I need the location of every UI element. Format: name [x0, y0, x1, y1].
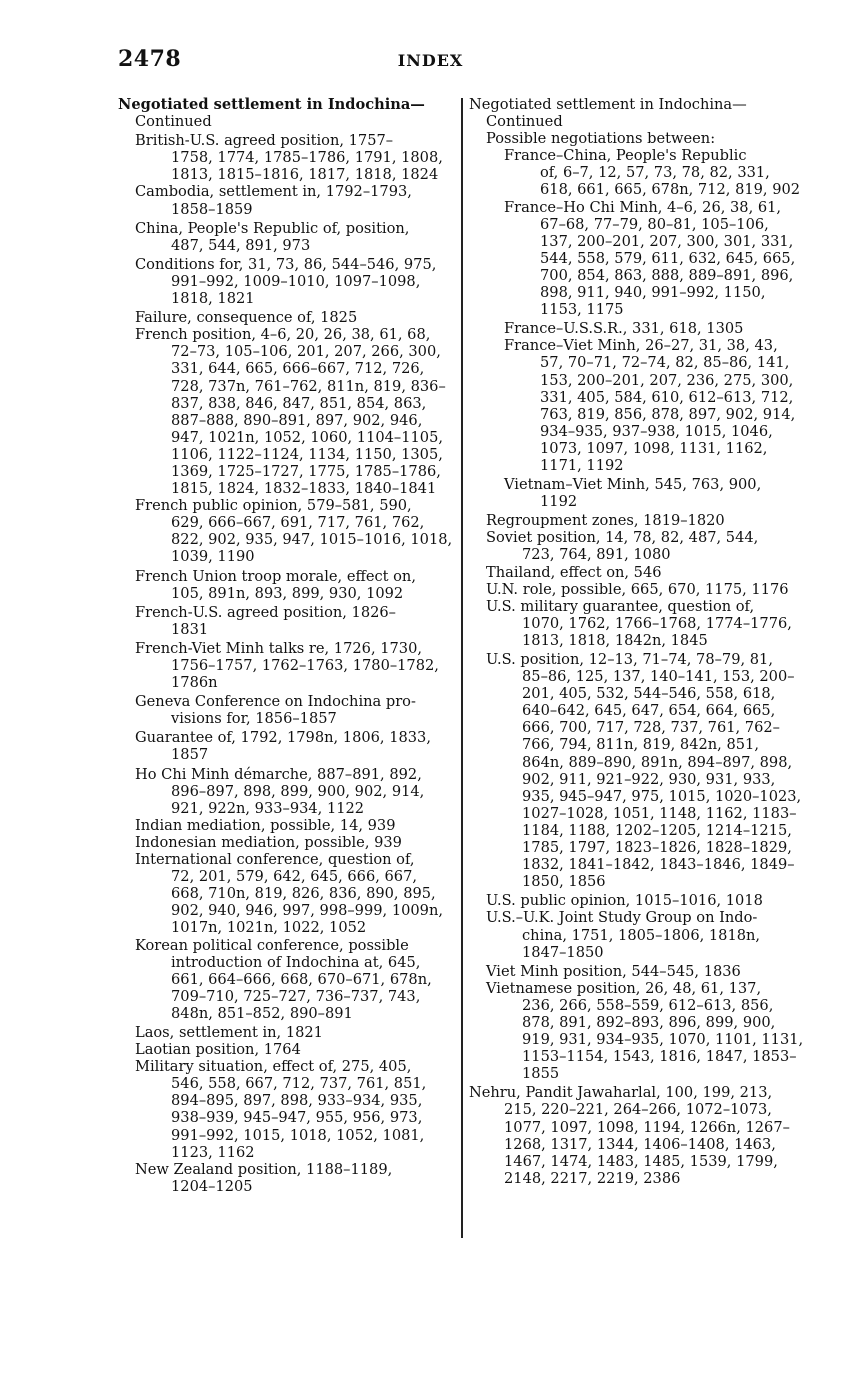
index-line: 629, 666–667, 691, 717, 761, 762, — [171, 514, 425, 532]
index-line: 1077, 1097, 1098, 1194, 1266n, 1267– — [504, 1118, 790, 1136]
index-line: 67–68, 77–79, 80–81, 105–106, — [540, 215, 769, 233]
index-line: 837, 838, 846, 847, 851, 854, 863, — [171, 394, 427, 412]
index-line: Vietnam–Viet Minh, 545, 763, 900, — [504, 476, 762, 494]
index-line: 1204–1205 — [171, 1177, 253, 1195]
index-line: 1758, 1774, 1785–1786, 1791, 1808, — [171, 149, 443, 167]
index-line: British-U.S. agreed position, 1757– — [135, 132, 394, 150]
index-line: Guarantee of, 1792, 1798n, 1806, 1833, — [135, 729, 431, 747]
index-line: 153, 200–201, 207, 236, 275, 300, — [540, 371, 794, 389]
index-line: 1027–1028, 1051, 1148, 1162, 1183– — [522, 804, 797, 822]
index-line: French Union troop morale, effect on, — [135, 567, 416, 585]
index-line: 1818, 1821 — [171, 290, 255, 308]
index-line: China, People's Republic of, position, — [135, 219, 410, 237]
index-line: 1153, 1175 — [540, 301, 624, 319]
index-line: Laos, settlement in, 1821 — [135, 1023, 323, 1041]
index-line: 661, 664–666, 668, 670–671, 678n, — [171, 970, 432, 988]
index-line: introduction of Indochina at, 645, — [171, 953, 421, 971]
index-line: 934–935, 937–938, 1015, 1046, — [540, 422, 773, 440]
index-line: Military situation, effect of, 275, 405, — [135, 1058, 412, 1076]
index-line: 618, 661, 665, 678n, 712, 819, 902 — [540, 181, 801, 199]
index-line: 544, 558, 579, 611, 632, 645, 665, — [540, 249, 796, 267]
index-line: 763, 819, 856, 878, 897, 902, 914, — [540, 405, 796, 423]
index-line: France–Ho Chi Minh, 4–6, 26, 38, 61, — [504, 198, 782, 216]
index-line: 331, 405, 584, 610, 612–613, 712, — [540, 388, 794, 406]
index-line: Soviet position, 14, 78, 82, 487, 544, — [486, 529, 759, 547]
index-line: 1847–1850 — [522, 943, 604, 961]
index-line: Geneva Conference on Indochina pro- — [135, 693, 416, 711]
index-line: 72–73, 105–106, 201, 207, 266, 300, — [171, 343, 441, 361]
index-line: Regroupment zones, 1819–1820 — [486, 512, 725, 530]
index-line: 1831 — [171, 620, 209, 638]
index-line: 201, 405, 532, 544–546, 558, 618, — [522, 685, 776, 703]
index-line: U.S. position, 12–13, 71–74, 78–79, 81, — [486, 651, 773, 668]
index-line: 938–939, 945–947, 955, 956, 973, — [171, 1109, 423, 1127]
index-line: U.N. role, possible, 665, 670, 1175, 1176 — [486, 580, 789, 598]
index-line: 331, 644, 665, 666–667, 712, 726, — [171, 360, 425, 378]
index-line: Negotiated settlement in Indochina— — [118, 96, 425, 113]
index-line: 72, 201, 579, 642, 645, 666, 667, — [171, 868, 418, 886]
index-line: Negotiated settlement in Indochina— — [469, 96, 747, 113]
index-line: 85–86, 125, 137, 140–141, 153, 200– — [522, 668, 795, 686]
index-line: Possible negotiations between: — [486, 130, 716, 148]
index-line: Continued — [486, 113, 563, 131]
index-line: of, 6–7, 12, 57, 73, 78, 82, 331, — [540, 164, 770, 182]
index-line: 668, 710n, 819, 826, 836, 890, 895, — [171, 885, 436, 903]
index-line: Ho Chi Minh démarche, 887–891, 892, — [135, 765, 422, 783]
index-line: 1858–1859 — [171, 200, 253, 218]
index-line: 640–642, 645, 647, 654, 664, 665, — [522, 702, 776, 720]
index-line: 236, 266, 558–559, 612–613, 856, — [522, 996, 774, 1014]
index-line: 848n, 851–852, 890–891 — [171, 1004, 353, 1022]
index-line: 709–710, 725–727, 736–737, 743, — [171, 987, 421, 1005]
index-line: 57, 70–71, 72–74, 82, 85–86, 141, — [540, 354, 790, 372]
index-line: 902, 911, 921–922, 930, 931, 933, — [522, 770, 776, 788]
index-line: Laotian position, 1764 — [135, 1041, 301, 1059]
index-line: visions for, 1856–1857 — [171, 710, 337, 728]
index-line: 878, 891, 892–893, 896, 899, 900, — [522, 1013, 776, 1031]
index-line: 1171, 1192 — [540, 456, 624, 474]
index-line: 2148, 2217, 2219, 2386 — [504, 1169, 681, 1187]
index-line: 766, 794, 811n, 819, 842n, 851, — [522, 736, 759, 754]
index-line: International conference, question of, — [135, 851, 415, 869]
index-line: 1017n, 1021n, 1022, 1052 — [171, 919, 367, 937]
index-column-left — [118, 96, 454, 1195]
index-line: Vietnamese position, 26, 48, 61, 137, — [486, 979, 762, 997]
index-line: Failure, consequence of, 1825 — [135, 309, 358, 327]
index-line: France–U.S.S.R., 331, 618, 1305 — [504, 320, 744, 338]
index-line: 215, 220–221, 264–266, 1072–1073, — [504, 1101, 772, 1119]
index-line: 919, 931, 934–935, 1070, 1101, 1131, — [522, 1031, 804, 1049]
index-line: Korean political conference, possible — [135, 936, 409, 954]
index-line: 1832, 1841–1842, 1843–1846, 1849– — [522, 856, 795, 874]
index-line: 137, 200–201, 207, 300, 301, 331, — [540, 232, 794, 250]
index-line: Conditions for, 31, 73, 86, 544–546, 975, — [135, 255, 437, 273]
index-line: 546, 558, 667, 712, 737, 761, 851, — [171, 1075, 427, 1093]
index-line: 822, 902, 935, 947, 1015–1016, 1018, — [171, 531, 453, 549]
index-line: Indian mediation, possible, 14, 939 — [135, 816, 396, 834]
index-line: 1123, 1162 — [171, 1143, 255, 1161]
running-title: INDEX — [397, 51, 464, 70]
index-line: French-Viet Minh talks re, 1726, 1730, — [135, 639, 423, 657]
index-line: 902, 940, 946, 997, 998–999, 1009n, — [171, 902, 443, 920]
index-line: 105, 891n, 893, 899, 930, 1092 — [171, 584, 404, 602]
index-line: 991–992, 1015, 1018, 1052, 1081, — [171, 1126, 425, 1144]
index-line: Thailand, effect on, 546 — [486, 563, 662, 581]
index-line: New Zealand position, 1188–1189, — [135, 1160, 393, 1178]
index-line: 1756–1757, 1762–1763, 1780–1782, — [171, 657, 439, 674]
index-line: 1813, 1818, 1842n, 1845 — [522, 631, 708, 649]
index-line: 1850, 1856 — [522, 873, 606, 891]
index-line: France–China, People's Republic — [504, 147, 747, 165]
index-line: 887–888, 890–891, 897, 902, 946, — [171, 411, 423, 429]
index-line: 1467, 1474, 1483, 1485, 1539, 1799, — [504, 1152, 778, 1170]
index-line: Nehru, Pandit Jawaharlal, 100, 199, 213, — [469, 1084, 773, 1102]
column-divider — [461, 98, 463, 1238]
index-line: 1785, 1797, 1823–1826, 1828–1829, — [522, 839, 792, 857]
index-line: 991–992, 1009–1010, 1097–1098, — [171, 272, 421, 290]
index-column-right — [469, 96, 805, 1187]
index-line: 1813, 1815–1816, 1817, 1818, 1824 — [171, 166, 439, 184]
index-line: 1039, 1190 — [171, 548, 255, 566]
index-line: French position, 4–6, 20, 26, 38, 61, 68, — [135, 326, 431, 344]
index-line: Indonesian mediation, possible, 939 — [135, 833, 402, 851]
index-line: 935, 945–947, 975, 1015, 1020–1023, — [522, 787, 802, 805]
page-number: 2478 — [118, 46, 182, 72]
index-line: 723, 764, 891, 1080 — [522, 546, 671, 564]
index-line: 1184, 1188, 1202–1205, 1214–1215, — [522, 821, 792, 839]
index-line: France–Viet Minh, 26–27, 31, 38, 43, — [504, 337, 778, 355]
index-line: 1857 — [171, 746, 209, 764]
index-line: 1073, 1097, 1098, 1131, 1162, — [540, 439, 768, 457]
index-line: U.S. military guarantee, question of, — [486, 597, 755, 615]
index-line: 666, 700, 717, 728, 737, 761, 762– — [522, 719, 780, 737]
index-line: 898, 911, 940, 991–992, 1150, — [540, 284, 766, 302]
index-line: 1192 — [540, 493, 578, 511]
index-line: U.S. public opinion, 1015–1016, 1018 — [486, 892, 763, 910]
index-line: 1268, 1317, 1344, 1406–1408, 1463, — [504, 1135, 776, 1153]
index-line: Continued — [135, 113, 212, 131]
index-line: 896–897, 898, 899, 900, 902, 914, — [171, 782, 425, 800]
index-line: 728, 737n, 761–762, 811n, 819, 836– — [171, 377, 446, 395]
index-line: 947, 1021n, 1052, 1060, 1104–1105, — [171, 428, 444, 446]
index-line: 1153–1154, 1543, 1816, 1847, 1853– — [522, 1048, 797, 1066]
index-line: 864n, 889–890, 891n, 894–897, 898, — [522, 753, 793, 771]
index-line: French public opinion, 579–581, 590, — [135, 497, 412, 515]
index-line: 894–895, 897, 898, 933–934, 935, — [171, 1092, 423, 1110]
index-line: Viet Minh position, 544–545, 1836 — [486, 962, 741, 980]
index-line: 1815, 1824, 1832–1833, 1840–1841 — [171, 480, 437, 498]
index-line: Cambodia, settlement in, 1792–1793, — [135, 183, 412, 201]
index-line: 487, 544, 891, 973 — [171, 236, 311, 254]
index-line: 921, 922n, 933–934, 1122 — [171, 799, 365, 817]
index-line: 1786n — [171, 674, 218, 692]
index-line: U.S.–U.K. Joint Study Group on Indo- — [486, 909, 758, 927]
index-line: 1106, 1122–1124, 1134, 1150, 1305, — [171, 445, 443, 463]
index-line: 700, 854, 863, 888, 889–891, 896, — [540, 266, 794, 284]
index-line: china, 1751, 1805–1806, 1818n, — [522, 926, 761, 944]
index-line: French-U.S. agreed position, 1826– — [135, 603, 396, 621]
index-line: 1855 — [522, 1065, 560, 1083]
index-line: 1369, 1725–1727, 1775, 1785–1786, — [171, 462, 441, 480]
index-line: 1070, 1762, 1766–1768, 1774–1776, — [522, 614, 792, 632]
